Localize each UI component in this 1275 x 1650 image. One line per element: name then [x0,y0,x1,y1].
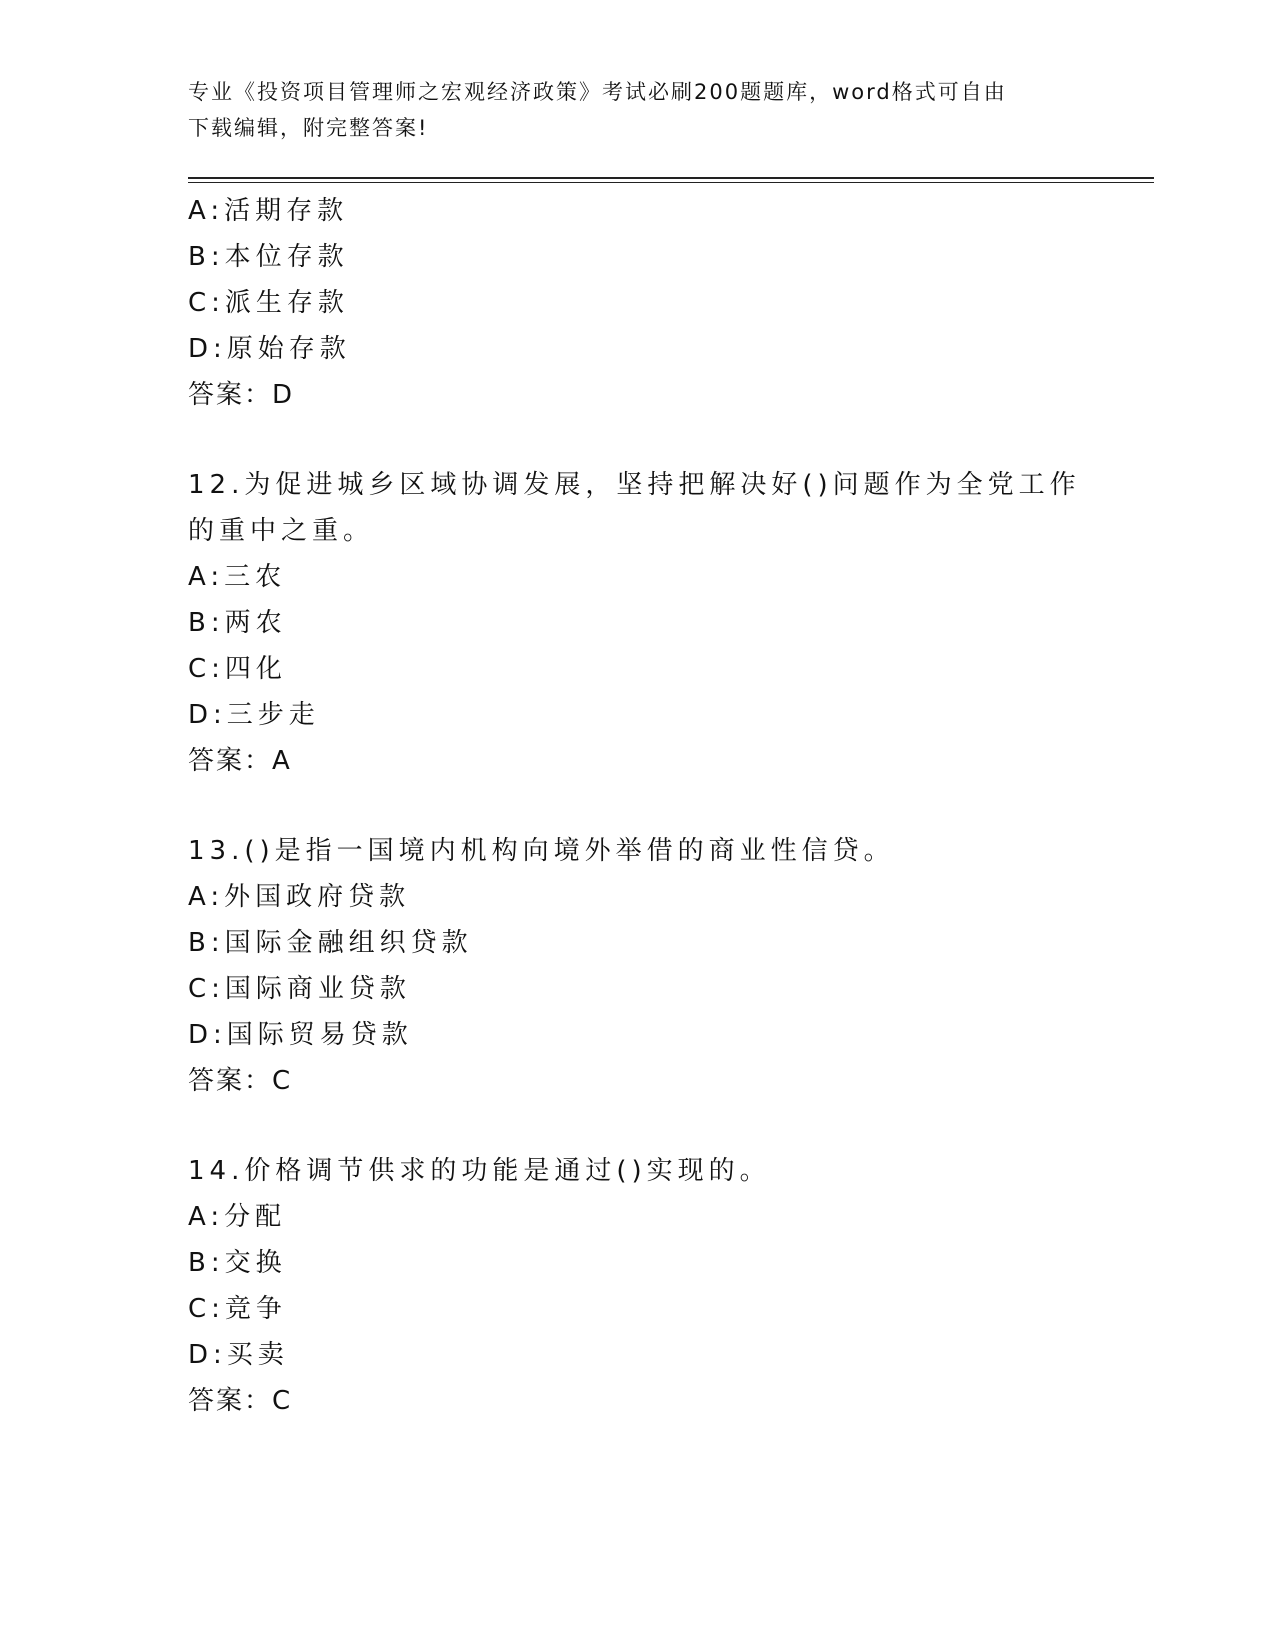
answer-line: 答案：D [188,380,293,410]
option-a: A:活期存款 [188,196,349,226]
option-c: C:四化 [188,654,287,684]
question-block-13 [188,828,1088,1104]
answer-value: A [272,746,290,776]
question-text: 12.为促进城乡区域协调发展，坚持把解决好()问题作为全党工作的重中之重。 [188,470,1081,546]
header-divider-thin [188,182,1154,183]
question-text: 14.价格调节供求的功能是通过()实现的。 [188,1156,771,1186]
answer-value: C [272,1066,291,1096]
spacer [188,418,1088,462]
question-list [188,188,1088,1424]
option-b: B:本位存款 [188,242,349,272]
option-d: D:三步走 [188,700,320,730]
option-c: C:派生存款 [188,288,349,318]
option-d: D:国际贸易贷款 [188,1020,413,1050]
option-a: A:分配 [188,1202,287,1232]
option-a: A:三农 [188,562,287,592]
option-a: A:外国政府贷款 [188,882,411,912]
answer-value: C [272,1386,291,1416]
option-c: C:国际商业贷款 [188,974,411,1004]
header-title-line-2: 下载编辑，附完整答案! [188,116,429,140]
header-title-line-1: 专业《投资项目管理师之宏观经济政策》考试必刷200题题库，word格式可自由 [188,80,1007,104]
answer-line: 答案：A [188,746,290,776]
answer-value: D [272,380,293,410]
spacer [188,1104,1088,1148]
question-block-continued [188,188,1088,418]
question-text: 13.()是指一国境内机构向境外举借的商业性信贷。 [188,836,895,866]
document-header [188,74,1068,146]
option-b: B:交换 [188,1248,287,1278]
option-d: D:买卖 [188,1340,289,1370]
answer-line: 答案：C [188,1066,291,1096]
spacer [188,784,1088,828]
option-d: D:原始存款 [188,334,351,364]
answer-line: 答案：C [188,1386,291,1416]
question-block-12 [188,462,1088,784]
option-b: B:两农 [188,608,287,638]
option-c: C:竞争 [188,1294,287,1324]
option-b: B:国际金融组织贷款 [188,928,473,958]
header-divider-thick [188,177,1154,179]
question-block-14 [188,1148,1088,1424]
